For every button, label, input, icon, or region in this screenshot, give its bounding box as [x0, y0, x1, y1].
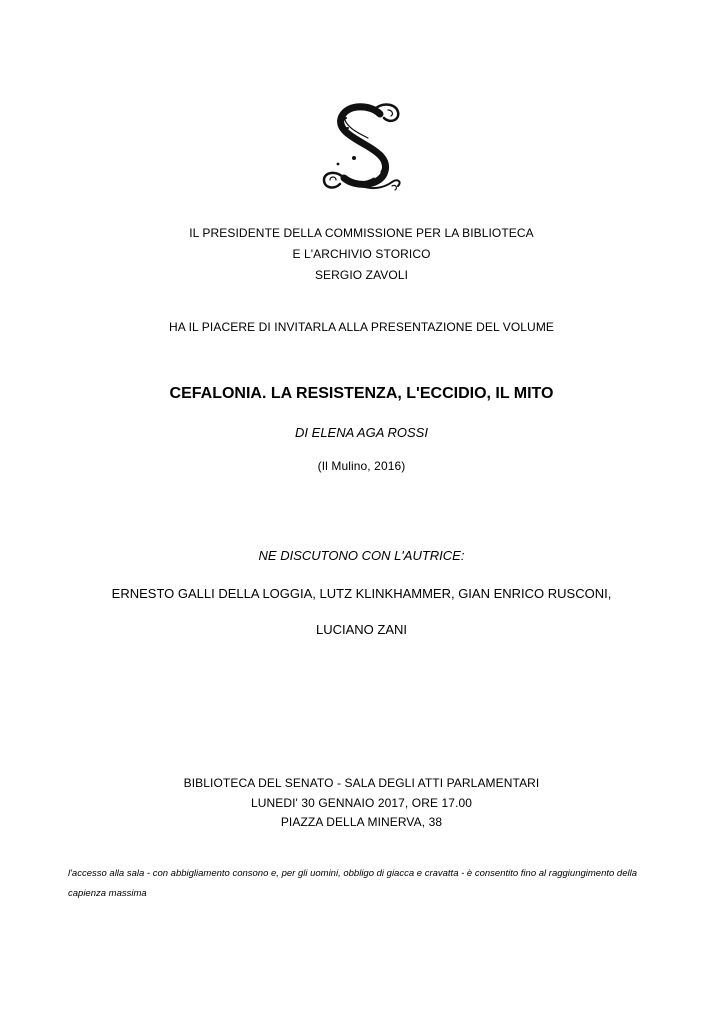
header-line-3: SERGIO ZAVOLI [314, 268, 409, 282]
event-venue: BIBLIOTECA DEL SENATO - SALA DEGLI ATTI PARLAMENTARI [183, 776, 540, 790]
invitation-text: HA IL PIACERE DI INVITARLA ALLA PRESENTAZIONE DEL VOLUME [168, 320, 555, 334]
header-line-1: IL PRESIDENTE DELLA COMMISSIONE PER LA BIBLIOTECA [189, 226, 534, 240]
speakers-line-2: LUCIANO ZANI [315, 622, 407, 637]
book-publisher: (Il Mulino, 2016) [317, 459, 406, 473]
event-datetime: LUNEDI' 30 GENNAIO 2017, ORE 17.00 [250, 796, 473, 810]
senate-s-monogram-icon [318, 98, 410, 194]
event-address: PIAZZA DELLA MINERVA, 38 [280, 815, 443, 829]
book-author: DI ELENA AGA ROSSI [295, 425, 428, 440]
book-title: CEFALONIA. LA RESISTENZA, L'ECCIDIO, IL MITO [169, 385, 554, 402]
discussion-heading: NE DISCUTONO CON L'AUTRICE: [258, 548, 465, 563]
access-note: l'accesso alla sala - con abbigliamento consono e, per gli uomini, obbligo di giacca e cravatta - è consentito fino al raggiungimento della capienza massima [68, 868, 637, 899]
header-line-2: E L'ARCHIVIO STORICO [292, 247, 431, 261]
speakers-line-1: ERNESTO GALLI DELLA LOGGIA, LUTZ KLINKHAMMER, GIAN ENRICO RUSCONI, [111, 586, 612, 601]
